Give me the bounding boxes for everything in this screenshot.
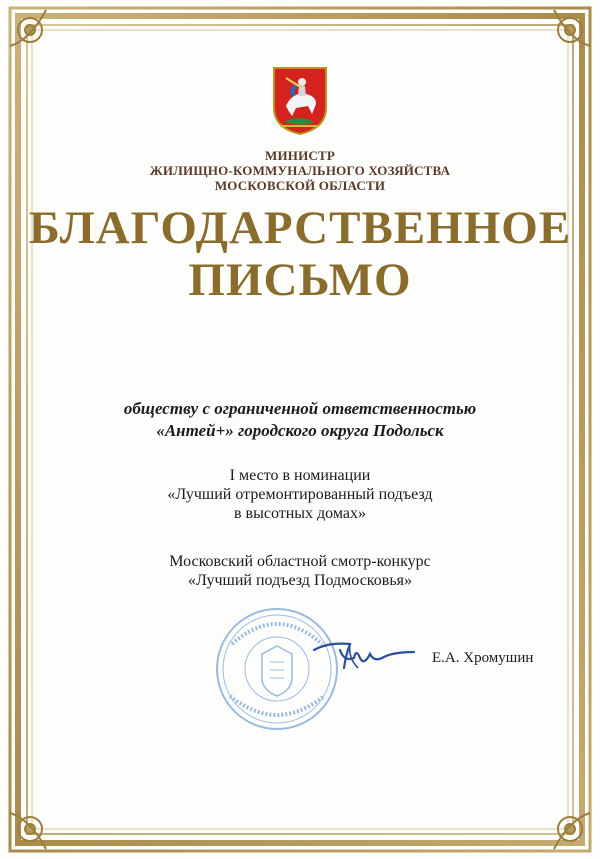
ministry-line-3: МОСКОВСКОЙ ОБЛАСТИ (214, 178, 386, 193)
coat-of-arms-icon (272, 66, 328, 136)
nomination-line-1: I место в номинации (229, 467, 371, 484)
recipient-block (0, 398, 600, 442)
ministry-line-2: ЖИЛИЩНО-КОММУНАЛЬНОГО ХОЗЯЙСТВА (149, 163, 451, 178)
nomination-line-2: «Лучший отремонтированный подъезд (167, 486, 433, 503)
handwritten-signature (310, 628, 420, 688)
title-line-2: ПИСЬМО (188, 254, 412, 306)
contest-line-1: Московский областной смотр-конкурс (169, 553, 431, 570)
nomination-line-3: в высотных домах» (233, 505, 366, 522)
nomination-block (0, 466, 600, 523)
ministry-line-1: МИНИСТР (264, 148, 335, 163)
recipient-line-1: обществу с ограниченной ответственностью (123, 399, 477, 418)
recipient-line-2: «Антей+» городского округа Подольск (156, 421, 444, 440)
title-line-1: БЛАГОДАРСТВЕННОЕ (28, 202, 572, 254)
contest-block (0, 552, 600, 590)
signer-name: Е.А. Хромушин (432, 650, 534, 666)
ministry-header (0, 148, 600, 193)
document-title (0, 202, 600, 306)
contest-line-2: «Лучший подъезд Подмосковья» (188, 572, 412, 589)
